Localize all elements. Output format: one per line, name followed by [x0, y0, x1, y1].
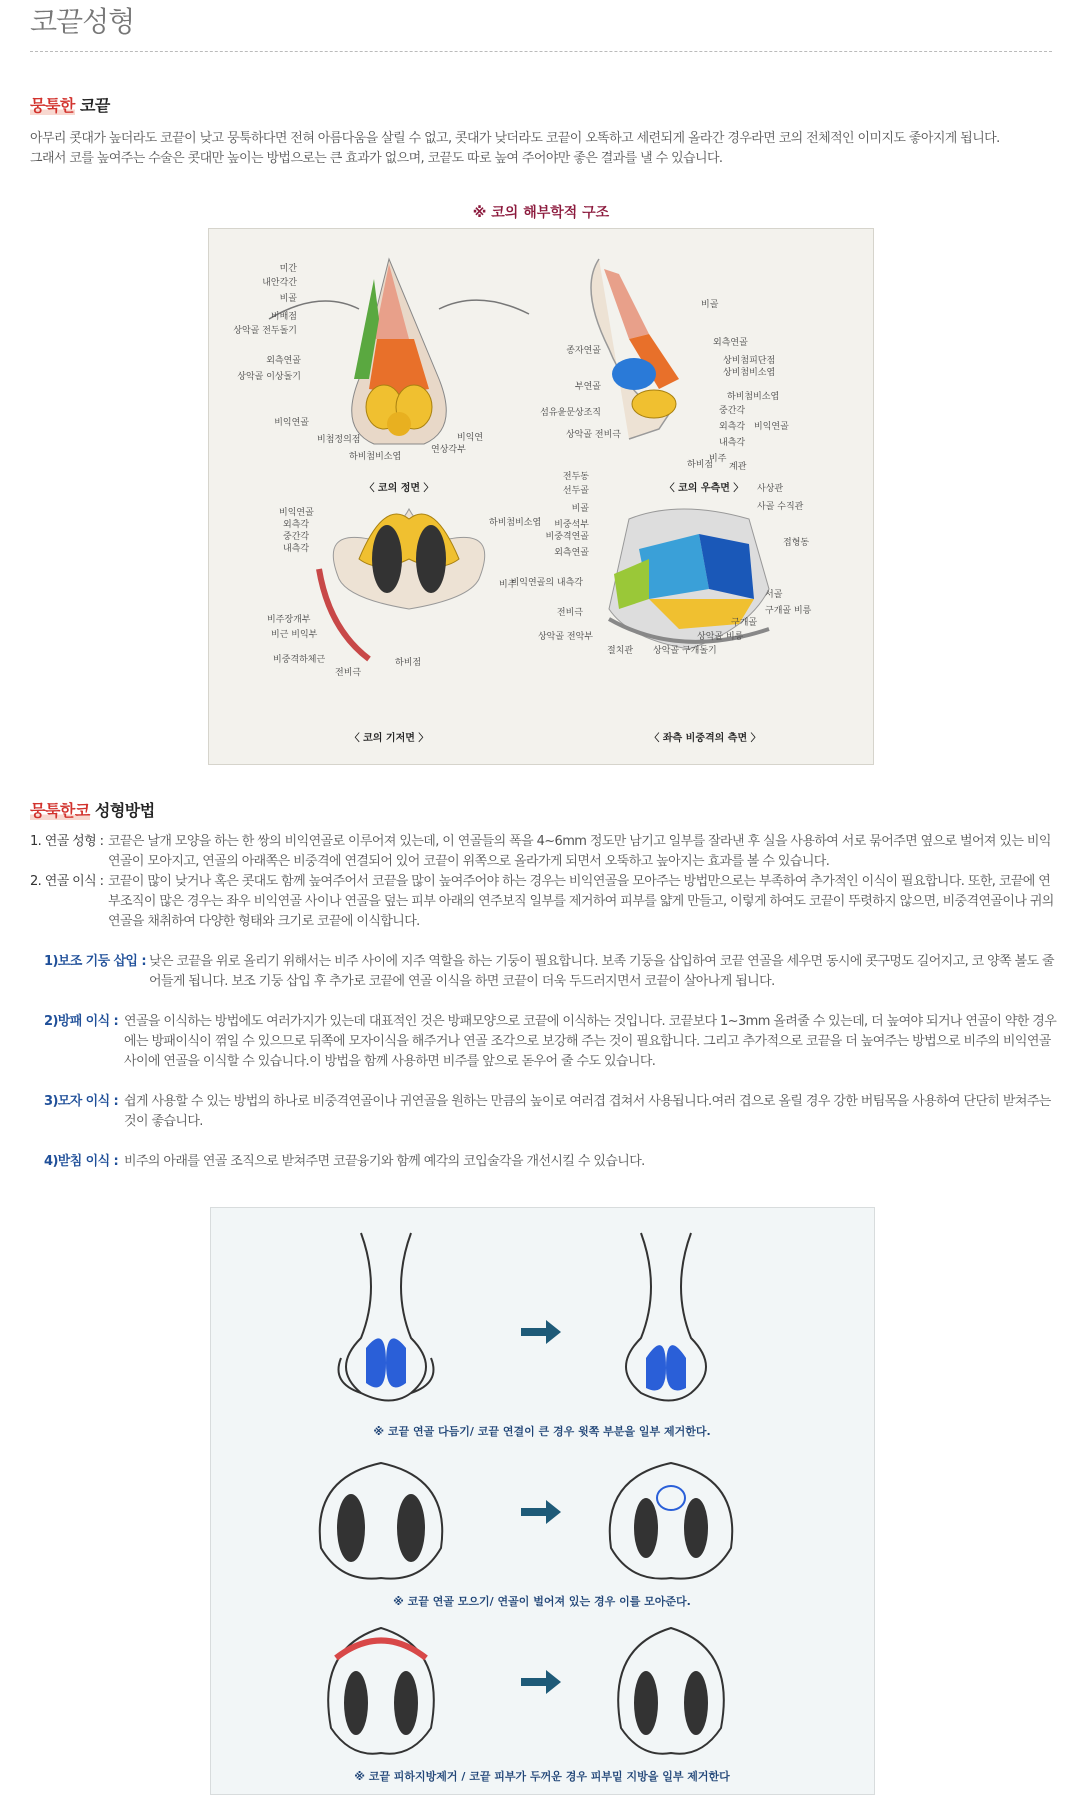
label-front: 비익연골	[274, 418, 309, 428]
label-septum: 비골	[571, 504, 589, 514]
technique-figure	[210, 1207, 875, 1795]
technique-caption-1: ※ 코끝 연골 다듬기/ 코끝 연결이 큰 경우 윗쪽 부분을 일부 제거한다.	[373, 1425, 711, 1438]
section2-heading-rest: 성형방법	[89, 801, 155, 820]
label-side: 외측연골	[713, 338, 748, 348]
label-base: 비주	[499, 580, 517, 590]
sub-method-text: 낮은 코끝을 위로 올리기 위해서는 비주 사이에 지주 역할을 하는 기둥이 필요합니다. 보족 기둥을 삽입하여 코끝 연골을 세우면 동시에 콧구멍도 길어지고, 코 양쪽 볼도 줄어들게 됩니다. 보조 기둥 삽입 후 추가로 코끝에 연골 이식을 하면 코끝이 더욱 두드러지면서 코끝이 살아나게 됩니다.	[149, 954, 1054, 989]
label-side: 비골	[701, 300, 719, 310]
side-view-caption: 〈 코의 우측면 〉	[664, 483, 744, 494]
label-side: 하비첨비소엽	[727, 392, 780, 402]
label-septum: 구개골 비릉	[765, 606, 812, 616]
label-septum: 전두동	[562, 472, 589, 482]
label-side: 비익연골	[754, 422, 789, 432]
label-front: 내안각간	[262, 278, 297, 288]
label-side: 중간각	[719, 406, 746, 416]
method-item-text: 코끝은 날개 모양을 하는 한 쌍의 비익연골로 이루어져 있는데, 이 연골들의 폭을 4~6mm 정도만 남기고 일부를 잘라낸 후 실을 사용하여 서로 묶어주면 옆으로 벌어져 있는 비익연골이 모아지고, 연골의 아래쪽은 비중격에 연결되어 있어 코끝이 위쪽으로 올라가게 되면서 오뚝하고 높아지는 효과를 볼 수 있습니다.	[108, 834, 1051, 869]
label-septum: 계관	[729, 462, 747, 472]
label-front: 비첨정의점	[317, 435, 361, 445]
label-base: 외측각	[283, 520, 310, 530]
sub-method-item	[44, 1092, 1060, 1132]
nose-side-view	[591, 259, 679, 439]
label-side: 외측각	[719, 422, 746, 432]
anatomy-illustration	[209, 229, 873, 764]
sub-method-item	[44, 952, 1060, 992]
label-front: 하비첨비소엽	[349, 452, 402, 462]
label-septum: 비중석부	[554, 520, 589, 530]
method-item-text: 코끝이 많이 낮거나 혹은 콧대도 함께 높여주어서 코끝을 많이 높여주어야 하는 경우는 비익연골을 모아주는 방법만으로는 부족하여 추가적인 이식이 필요합니다. 또한, 코끝에 연부조직이 많은 경우는 좌우 비익연골 사이나 연골을 덮는 피부 아래의 연주보직 일부를 제거하여 피부를 얇게 만들고, 이렇게 하여도 코끝이 뚜렷하지 않으면, 비중격연골이나 귀의 연골을 채취하여 다양한 형태와 크기로 코끝에 이식합니다.	[108, 874, 1054, 929]
label-front: 연상각부	[431, 445, 466, 455]
label-septum: 비중격연골	[545, 532, 589, 542]
label-side: 상악골 전비극	[565, 430, 621, 440]
sub-method-key: 1)보조 기둥 삽입 :	[44, 954, 146, 969]
label-side: 내측각	[719, 438, 746, 448]
label-front: 상악골 이상돌기	[237, 372, 301, 382]
label-septum: 사상관	[757, 484, 784, 494]
section1-heading	[30, 93, 110, 116]
label-base: 비중격하체근	[273, 655, 326, 665]
label-septum: 상악골 전악부	[537, 632, 593, 642]
label-base: 전비극	[335, 668, 362, 678]
label-septum: 외측연골	[554, 548, 589, 558]
label-side: 비주	[709, 454, 727, 464]
method-item	[30, 872, 1060, 932]
arrow-icon	[521, 1500, 561, 1524]
technique-row-3	[328, 1628, 730, 1783]
figure1-caption: ※ 코의 해부학적 구조	[472, 205, 610, 221]
label-side: 부연골	[574, 382, 601, 392]
section1-heading-rest: 코끝	[74, 96, 110, 115]
section2-heading	[30, 798, 155, 821]
title-divider	[30, 51, 1052, 52]
technique-caption-2: ※ 코끝 연골 모으기/ 연골이 벌어져 있는 경우 이를 모아준다.	[393, 1595, 691, 1608]
technique-row-2	[320, 1463, 733, 1608]
method-item-key: 2. 연골 이식 :	[30, 874, 104, 889]
label-side: 섬유윤문상조직	[540, 408, 601, 418]
label-septum: 구개골	[731, 618, 758, 628]
nose-base-view	[319, 509, 485, 659]
method-item-key: 1. 연골 성형 :	[30, 834, 104, 849]
label-septum: 절치관	[607, 646, 634, 656]
label-septum: 상악골 비릉	[697, 632, 744, 642]
septum-view-caption: 〈 좌측 비중격의 측면 〉	[649, 733, 761, 744]
label-side: 상비첨피단점	[723, 356, 776, 366]
label-base: 비근 비익부	[271, 630, 318, 640]
label-side: 상비첨비소엽	[723, 368, 776, 378]
base-view-caption: 〈 코의 기저면 〉	[349, 733, 429, 744]
label-front: 비배점	[270, 312, 297, 322]
label-front: 비골	[279, 294, 297, 304]
sub-method-text: 쉽게 사용할 수 있는 방법의 하나로 비중격연골이나 귀연골을 원하는 만큼의 높이로 여러겹 겹쳐서 사용됩니다.여러 겹으로 올릴 경우 강한 버팀목을 사용하여 단단히 받쳐주는 것이 좋습니다.	[124, 1094, 1051, 1129]
sub-method-item	[44, 1152, 1060, 1172]
technique-row-1	[339, 1233, 711, 1438]
section1-heading-highlight: 뭉툭한	[30, 96, 75, 115]
method-item	[30, 832, 1060, 872]
section2-heading-highlight: 뭉툭한코	[30, 801, 90, 820]
label-septum: 사골 수직관	[757, 502, 804, 512]
sub-method-key: 2)방패 이식 :	[44, 1014, 119, 1029]
label-septum: 상악골 구개돌기	[653, 646, 717, 656]
label-front: 비익연	[457, 433, 484, 443]
label-base: 하비첨비소엽	[489, 518, 542, 528]
label-septum: 비익연골의 내측각	[510, 578, 583, 588]
label-base: 비익연골	[279, 508, 314, 518]
section1-paragraph-2: 그래서 코를 높여주는 수술은 콧대만 높이는 방법으로는 큰 효과가 없으며, 코끝도 따로 높여 주어야만 좋은 결과를 낼 수 있습니다.	[30, 151, 723, 166]
label-front: 상악골 전두돌기	[233, 326, 297, 336]
label-base: 내측각	[283, 544, 310, 554]
label-septum: 접형동	[783, 538, 810, 548]
label-front: 외측연골	[266, 356, 301, 366]
section1-paragraph-1: 아무리 콧대가 높더라도 코끝이 낮고 뭉툭하다면 전혀 아름다움을 살릴 수 없고, 콧대가 낮더라도 코끝이 오똑하고 세련되게 올라간 경우라면 코의 전체적인 이미지도 좋아지게 됩니다.	[30, 131, 1000, 146]
label-side: 하비점	[687, 460, 714, 470]
sub-method-text: 연골을 이식하는 방법에도 여러가지가 있는데 대표적인 것은 방패모양으로 코끝에 이식하는 것입니다. 코끝보다 1~3mm 올려줄 수 있는데, 더 높여야 되거나 연골이 약한 경우에는 방패이식이 꺾일 수 있으므로 뒤쪽에 모자이식을 해주거나 연골 조각으로 보강해 주는 것이 필요합니다. 그리고 추가적으로 코끝을 더 높여주는 방법으로 비주의 비익연골 사이에 연골을 이식할 수 있습니다.이 방법을 함께 사용하면 비주를 앞으로 돋우어 줄 수도 있습니다.	[124, 1014, 1057, 1069]
sub-method-item	[44, 1012, 1060, 1072]
front-view-caption: 〈 코의 정면 〉	[364, 483, 434, 494]
sub-method-text: 비주의 아래를 연골 조직으로 받쳐주면 코끝융기와 함께 예각의 코입술각을 개선시킬 수 있습니다.	[124, 1154, 645, 1169]
sub-method-key: 3)모자 이식 :	[44, 1094, 119, 1109]
anatomy-figure	[208, 228, 874, 765]
label-base: 중간각	[283, 532, 310, 542]
technique-illustration	[211, 1208, 874, 1794]
label-base: 비주장개부	[267, 615, 311, 625]
page-title: 코끝성형	[30, 5, 135, 38]
arrow-icon	[521, 1320, 561, 1344]
nose-front-view	[269, 259, 529, 444]
label-septum: 서골	[765, 590, 783, 600]
label-septum: 선두골	[562, 486, 589, 496]
sub-method-key: 4)받침 이식 :	[44, 1154, 119, 1169]
technique-caption-3: ※ 코끝 피하지방제거 / 코끝 피부가 두꺼운 경우 피부밑 지방을 일부 제거한다	[354, 1770, 730, 1783]
nose-septum-view	[609, 509, 769, 649]
label-front: 미간	[279, 264, 297, 274]
label-base: 하비점	[395, 658, 422, 668]
label-septum: 전비극	[556, 608, 583, 618]
label-side: 종자연골	[566, 346, 601, 356]
arrow-icon	[521, 1670, 561, 1694]
methods-list	[30, 832, 1060, 1172]
